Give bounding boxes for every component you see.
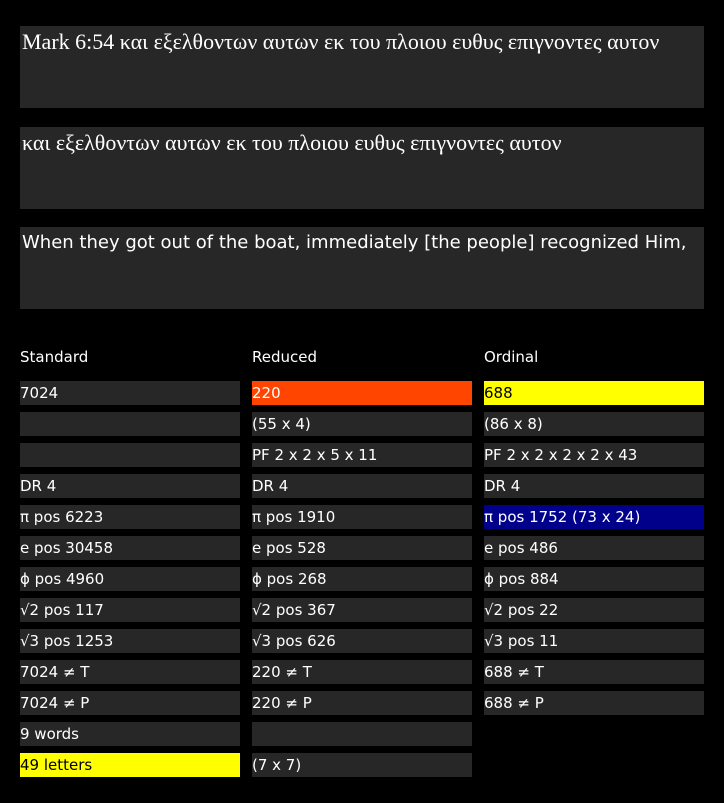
greek-reference-text: Mark 6:54 και εξελθοντων αυτων εκ του πλοιου ευθυς επιγνοντες αυτον bbox=[22, 29, 660, 54]
reduced-value: 220 bbox=[252, 381, 472, 405]
ordinal-phi-position: ϕ pos 884 bbox=[484, 567, 704, 591]
standard-not-prime: 7024 ≠ P bbox=[20, 691, 240, 715]
standard-cell-empty bbox=[20, 412, 240, 436]
standard-cell-empty bbox=[20, 443, 240, 467]
ordinal-header: Ordinal bbox=[484, 348, 539, 366]
english-text: When they got out of the boat, immediately [the people] recognized Him, bbox=[22, 232, 687, 253]
ordinal-not-prime: 688 ≠ P bbox=[484, 691, 704, 715]
reduced-prime-factors: PF 2 x 2 x 5 x 11 bbox=[252, 443, 472, 467]
reduced-e-position: e pos 528 bbox=[252, 536, 472, 560]
standard-letter-count: 49 letters bbox=[20, 753, 240, 777]
ordinal-digital-root: DR 4 bbox=[484, 474, 704, 498]
reduced-sqrt3-position: √3 pos 626 bbox=[252, 629, 472, 653]
standard-sqrt2-position: √2 pos 117 bbox=[20, 598, 240, 622]
reduced-pi-position: π pos 1910 bbox=[252, 505, 472, 529]
reduced-not-prime: 220 ≠ P bbox=[252, 691, 472, 715]
ordinal-pi-position: π pos 1752 (73 x 24) bbox=[484, 505, 704, 529]
ordinal-prime-factors: PF 2 x 2 x 2 x 2 x 43 bbox=[484, 443, 704, 467]
reduced-header: Reduced bbox=[252, 348, 318, 366]
greek-text-panel bbox=[20, 127, 704, 209]
reduced-cell-empty bbox=[252, 722, 472, 746]
greek-text: και εξελθοντων αυτων εκ του πλοιου ευθυς επιγνοντες αυτον bbox=[22, 130, 562, 155]
reduced-digital-root: DR 4 bbox=[252, 474, 472, 498]
standard-sqrt3-position: √3 pos 1253 bbox=[20, 629, 240, 653]
standard-word-count: 9 words bbox=[20, 722, 240, 746]
ordinal-e-position: e pos 486 bbox=[484, 536, 704, 560]
reduced-not-triangular: 220 ≠ T bbox=[252, 660, 472, 684]
standard-e-position: e pos 30458 bbox=[20, 536, 240, 560]
reduced-factor-pair: (55 x 4) bbox=[252, 412, 472, 436]
english-translation-panel bbox=[20, 227, 704, 309]
ordinal-sqrt2-position: √2 pos 22 bbox=[484, 598, 704, 622]
standard-digital-root: DR 4 bbox=[20, 474, 240, 498]
ordinal-value: 688 bbox=[484, 381, 704, 405]
standard-pi-position: π pos 6223 bbox=[20, 505, 240, 529]
standard-header: Standard bbox=[20, 348, 89, 366]
ordinal-not-triangular: 688 ≠ T bbox=[484, 660, 704, 684]
greek-reference-panel bbox=[20, 26, 704, 108]
standard-phi-position: ϕ pos 4960 bbox=[20, 567, 240, 591]
reduced-sqrt2-position: √2 pos 367 bbox=[252, 598, 472, 622]
reduced-phi-position: ϕ pos 268 bbox=[252, 567, 472, 591]
standard-value: 7024 bbox=[20, 381, 240, 405]
reduced-letter-factors: (7 x 7) bbox=[252, 753, 472, 777]
standard-not-triangular: 7024 ≠ T bbox=[20, 660, 240, 684]
ordinal-sqrt3-position: √3 pos 11 bbox=[484, 629, 704, 653]
ordinal-factor-pair: (86 x 8) bbox=[484, 412, 704, 436]
